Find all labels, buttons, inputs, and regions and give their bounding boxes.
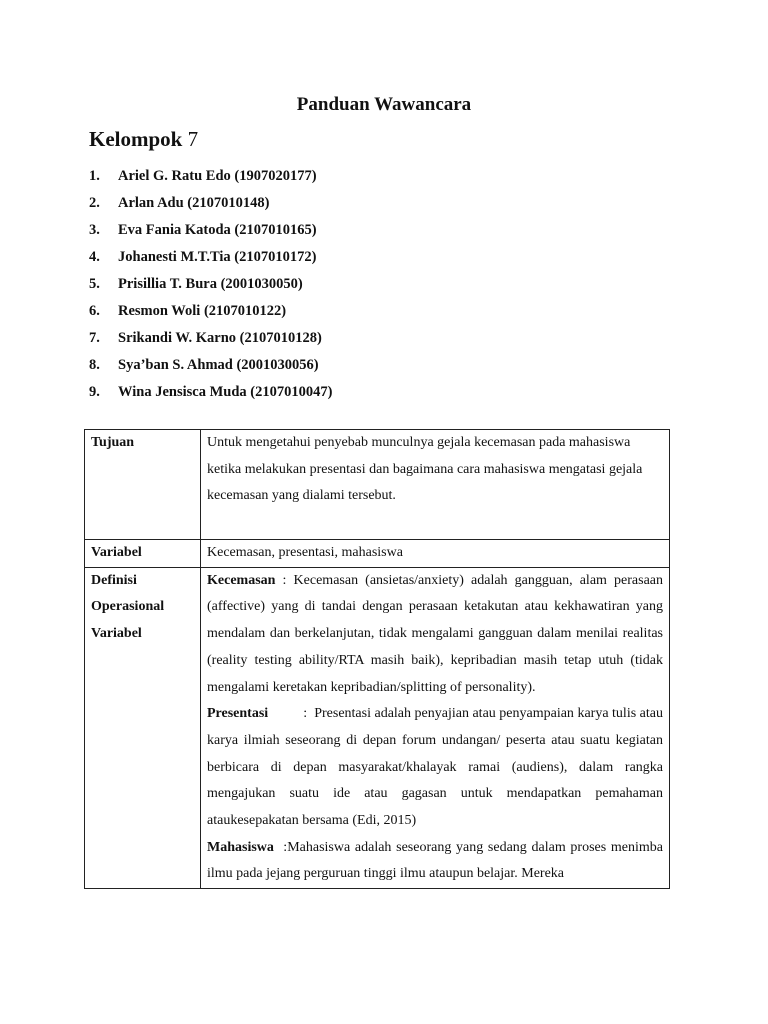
list-item [89, 190, 332, 217]
member-name: Sya’ban S. Ahmad (2001030056) [118, 357, 319, 373]
list-number: 4. [89, 249, 100, 265]
list-number: 1. [89, 168, 100, 184]
member-name: Resmon Woli (2107010122) [118, 303, 287, 319]
group-number: 7 [187, 127, 199, 151]
list-number: 6. [89, 303, 100, 319]
text-mahasiswa: :Mahasiswa adalah seseorang yang sedang dalam proses menimba ilmu pada jejang perguruan tinggi ilmu ataupun belajar. Mereka [207, 839, 667, 882]
definition-mahasiswa [207, 835, 667, 888]
list-item [89, 217, 332, 244]
list-item [89, 379, 332, 406]
table-row [85, 540, 670, 568]
interview-guide-table [84, 429, 670, 889]
member-name: Eva Fania Katoda (2107010165) [118, 222, 317, 238]
member-name: Ariel G. Ratu Edo (1907020177) [118, 168, 317, 184]
term-presentasi: Presentasi [207, 706, 269, 722]
row-label-variabel: Variabel [85, 540, 201, 568]
row-value-definisi [201, 567, 670, 888]
list-number: 9. [89, 384, 100, 400]
list-number: 5. [89, 276, 100, 292]
term-mahasiswa: Mahasiswa [207, 839, 274, 855]
member-name: Arlan Adu (2107010148) [118, 195, 270, 211]
row-label-definisi: Definisi Operasional Variabel [85, 567, 201, 888]
group-heading [89, 127, 198, 152]
table-row [85, 567, 670, 888]
list-number: 3. [89, 222, 100, 238]
list-item [89, 271, 332, 298]
member-name: Prisillia T. Bura (2001030050) [118, 276, 303, 292]
member-name: Wina Jensisca Muda (2107010047) [118, 384, 333, 400]
text-presentasi: : Presentasi adalah penyajian atau penyampaian karya tulis atau karya ilmiah seseorang di depan forum undangan/ peserta atau suatu kegiatan berbicara di depan masyarakat/khalayak ramai (audiens), dalam rangka mengajukan suatu ide atau gagasan untuk mendapatkan pemahaman ataukesepakatan bersama (Edi, 2015) [207, 706, 667, 829]
text-kecemasan: : Kecemasan (ansietas/anxiety) adalah gangguan, alam perasaan (affective) yang di tandai dengan perasaan ketakutan atau kekhawatiran yang mendalam dan berkelanjutan, tidak mengalami gangguan dalam menilai realitas (reality testing ability/RTA masih baik), kepribadian masih tetap utuh (tidak mengalami keretakan kepribadian/splitting of personality). [207, 572, 663, 695]
definition-presentasi [207, 701, 667, 835]
list-number: 7. [89, 330, 100, 346]
list-item [89, 244, 332, 271]
list-number: 2. [89, 195, 100, 211]
member-name: Johanesti M.T.Tia (2107010172) [118, 249, 317, 265]
definition-kecemasan [207, 568, 663, 702]
list-number: 8. [89, 357, 100, 373]
row-value-variabel: Kecemasan, presentasi, mahasiswa [201, 540, 670, 568]
member-name: Srikandi W. Karno (2107010128) [118, 330, 322, 346]
list-item [89, 352, 332, 379]
term-kecemasan: Kecemasan [207, 572, 276, 588]
group-label: Kelompok [89, 127, 183, 151]
list-item [89, 298, 332, 325]
row-label-tujuan: Tujuan [85, 430, 201, 540]
row-value-tujuan: Untuk mengetahui penyebab munculnya gejala kecemasan pada mahasiswa ketika melakukan presentasi dan bagaimana cara mahasiswa mengatasi gejala kecemasan yang dialami tersebut. [201, 430, 670, 540]
list-item [89, 163, 332, 190]
table-row [85, 430, 670, 540]
list-item [89, 325, 332, 352]
member-list [89, 163, 332, 406]
document-title: Panduan Wawancara [296, 94, 472, 115]
